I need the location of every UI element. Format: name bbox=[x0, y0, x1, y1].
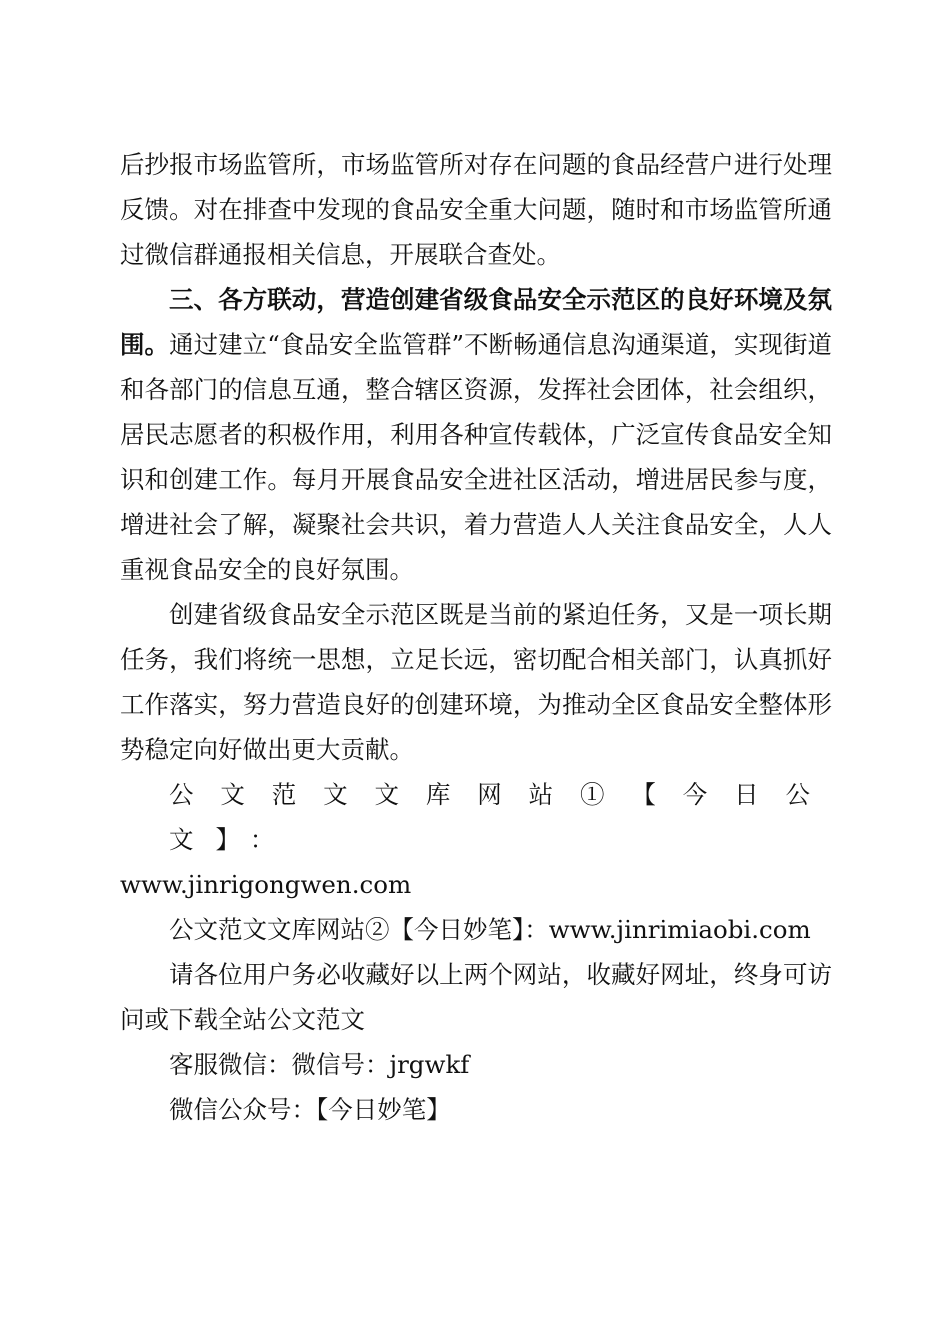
footer-notice: 请各位用户务必收藏好以上两个网站，收藏好网址，终身可访问或下载全站公文范文 bbox=[120, 960, 832, 1034]
paragraph-conclusion: 创建省级食品安全示范区既是当前的紧迫任务，又是一项长期任务，我们将统一思想，立足长远，密切配合相关部门，认真抓好工作落实，努力营造良好的创建环境，为推动全区食品安全整体形势稳定向好做出更大贡献。 bbox=[120, 600, 832, 764]
document-page bbox=[120, 142, 832, 1132]
footer-site1 bbox=[120, 772, 832, 907]
footer-site1-url[interactable]: www.jinrigongwen.com bbox=[120, 870, 412, 899]
footer-official-account: 微信公众号：【今日妙笔】 bbox=[169, 1095, 451, 1124]
paragraph-section-three bbox=[120, 277, 832, 592]
paragraph-continuation: 后抄报市场监管所，市场监管所对存在问题的食品经营户进行处理反馈。对在排查中发现的食品安全重大问题，随时和市场监管所通过微信群通报相关信息，开展联合查处。 bbox=[120, 150, 832, 269]
section-heading: 三、各方联动，营造创建省级食品安全示范区的良好环境及氛围。 bbox=[120, 285, 832, 359]
section-body: 通过建立“食品安全监管群”不断畅通信息沟通渠道，实现街道和各部门的信息互通，整合辖区资源，发挥社会团体，社会组织，居民志愿者的积极作用，利用各种宣传载体，广泛宣传食品安全知识和创建工作。每月开展食品安全进社区活动，增进居民参与度，增进社会了解，凝聚社会共识，着力营造人人关注食品安全，人人重视食品安全的良好氛围。 bbox=[120, 330, 832, 584]
footer-wechat: 客服微信：微信号：jrgwkf bbox=[169, 1050, 470, 1079]
footer-site2[interactable]: 公文范文文库网站②【今日妙笔】：www.jinrimiaobi.com bbox=[169, 915, 811, 944]
footer-site1-label: 公文范文文库网站①【今日公文】： bbox=[169, 780, 832, 854]
